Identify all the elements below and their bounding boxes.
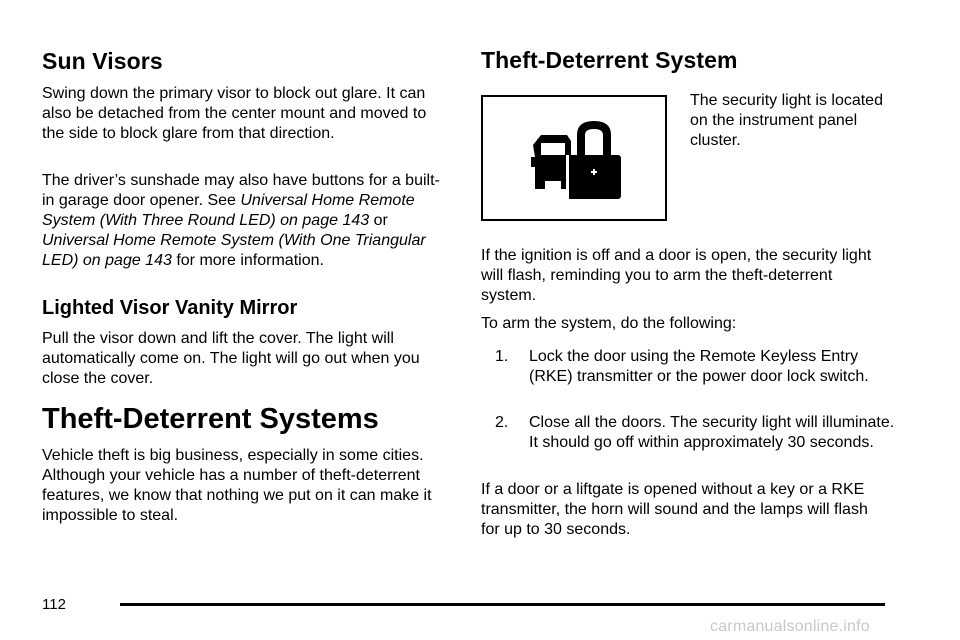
sun-visors-p2-post: for more information. xyxy=(171,252,324,269)
vanity-mirror-heading: Lighted Visor Vanity Mirror xyxy=(42,297,298,319)
footer-rule xyxy=(120,603,885,606)
step-text: Close all the doors. The security light will illuminate. It should go off within approximately 30 seconds. xyxy=(529,414,895,451)
step-text: Lock the door using the Remote Keyless Entry (RKE) transmitter or the power door lock switch. xyxy=(529,348,869,385)
step-number: 1. xyxy=(495,348,509,365)
universal-home-remote-three-led-link[interactable]: Universal Home Remote System (With Three Round LED) on page 143 xyxy=(42,192,415,229)
vanity-mirror-paragraph: Pull the visor down and lift the cover. The light will automatically come on. The light will go out when you close the cover. xyxy=(42,330,420,387)
sun-visors-p2-pre: The driver’s sunshade may also have buttons for a built-in garage door opener. See xyxy=(42,172,440,209)
theft-system-paragraph-3: If a door or a liftgate is opened without a key or a RKE transmitter, the horn will sound and the lamps will flash for up to 30 seconds. xyxy=(481,481,868,538)
sun-visors-paragraph-1: Swing down the primary visor to block out glare. It can also be detached from the center mount and moved to the side to block glare from that direction. xyxy=(42,85,427,142)
security-light-caption: The security light is located on the instrument panel cluster. xyxy=(690,92,883,149)
theft-deterrent-system-heading: Theft-Deterrent System xyxy=(481,47,738,73)
theft-deterrent-systems-paragraph: Vehicle theft is big business, especially in some cities. Although your vehicle has a number of theft-deterrent features, we know that nothing we put on it can make it impossible to steal. xyxy=(42,447,432,524)
page-number: 112 xyxy=(42,596,66,613)
sun-visors-paragraph-2 xyxy=(42,171,447,271)
step-number: 2. xyxy=(495,414,509,431)
security-light-symbol-box xyxy=(481,95,667,221)
sun-visors-p2-mid: or xyxy=(369,212,388,229)
theft-system-paragraph-1: If the ignition is off and a door is open, the security light will flash, reminding you to arm the theft-deterrent system. xyxy=(481,247,872,304)
theft-deterrent-systems-heading: Theft-Deterrent Systems xyxy=(42,403,379,435)
sun-visors-heading: Sun Visors xyxy=(42,48,163,74)
universal-home-remote-one-led-link[interactable]: Universal Home Remote System (With One Triangular LED) on page 143 xyxy=(42,232,426,269)
site-watermark: carmanualsonline.info xyxy=(710,618,870,635)
security-light-icon xyxy=(525,117,625,201)
theft-system-paragraph-2: To arm the system, do the following: xyxy=(481,315,737,332)
